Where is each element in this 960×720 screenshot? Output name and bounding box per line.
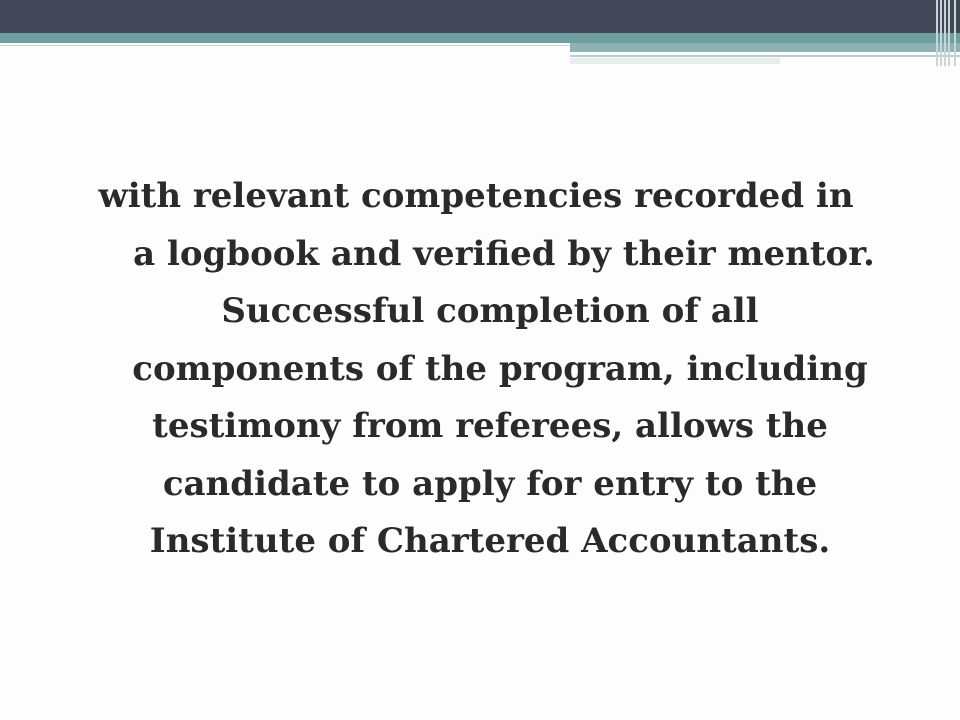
header-light-strip bbox=[570, 58, 780, 64]
body-line: Successful completion of all bbox=[221, 291, 759, 331]
header-thin-line bbox=[570, 55, 960, 57]
header-accent-step bbox=[570, 43, 960, 52]
header-divider-line bbox=[0, 45, 570, 46]
body-line: Institute of Chartered Accountants. bbox=[149, 521, 831, 561]
header-right-stripes bbox=[934, 0, 960, 66]
body-line: testimony from referees, allows the bbox=[152, 406, 828, 446]
header-accent-band bbox=[0, 33, 960, 43]
header-bar bbox=[0, 0, 960, 33]
body-line: components of the program, including bbox=[132, 348, 868, 389]
slide-body-text bbox=[40, 168, 940, 571]
body-line: candidate to apply for entry to the bbox=[162, 463, 818, 504]
body-line: with relevant competencies recorded in bbox=[98, 176, 854, 216]
body-line: a logbook and verified by their mentor. bbox=[133, 233, 875, 274]
